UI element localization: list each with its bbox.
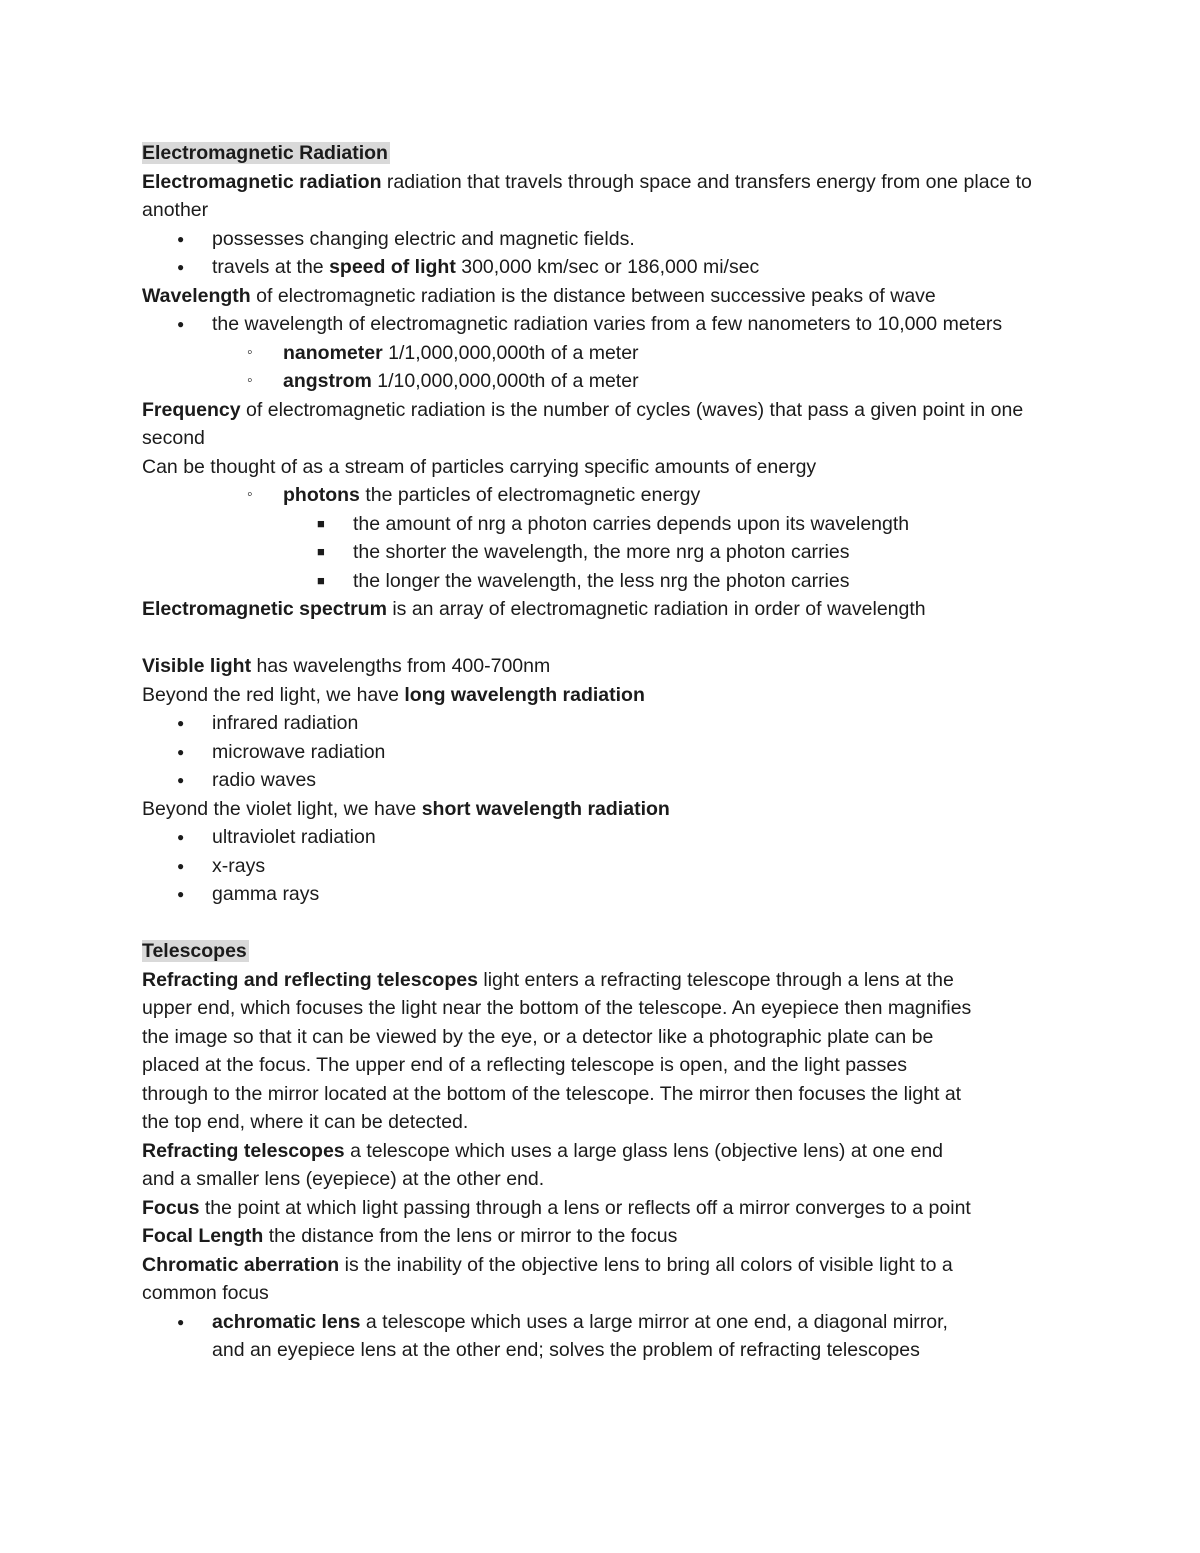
bullet-icon [177, 709, 184, 738]
paragraph-wavelength: Wavelength of electromagnetic radiation is the distance between successive peaks of wave [142, 284, 936, 307]
list-item: ● travels at the speed of light 300,000 km/sec or 186,000 mi/sec [142, 253, 1082, 282]
document-page [142, 139, 1082, 1365]
paragraph-focus: Focus the point at which light passing through a lens or reflects off a mirror converges to a point [142, 1196, 971, 1219]
list-item: ■ the amount of nrg a photon carries depends upon its wavelength [142, 510, 1082, 539]
paragraph-chromatic: Chromatic aberration is the inability of the objective lens to bring all colors of visible light to a [142, 1253, 953, 1276]
heading-text: Electromagnetic Radiation [142, 142, 388, 164]
paragraph-refracting: Refracting telescopes a telescope which uses a large glass lens (objective lens) at one end [142, 1139, 944, 1162]
bullet-icon [177, 852, 184, 881]
section-heading-telescopes [142, 937, 1082, 966]
bullet-icon [177, 738, 184, 767]
paragraph-rr-line: placed at the focus. The upper end of a reflecting telescope is open, and the light passes [142, 1054, 907, 1076]
bullet-icon [177, 823, 184, 852]
paragraph-frequency: Frequency of electromagnetic radiation is the number of cycles (waves) that pass a given point in one second [142, 398, 1024, 449]
bullet-icon [317, 567, 325, 596]
spacer [142, 909, 1082, 938]
list-item: ● possesses changing electric and magnetic fields. [142, 225, 1082, 254]
list-item: ● x-rays [142, 852, 1082, 881]
list-item: ● microwave radiation [142, 738, 1082, 767]
list-item: ◦ angstrom 1/10,000,000,000th of a meter [142, 367, 1082, 396]
paragraph-emr [142, 168, 1062, 225]
section-heading-em [142, 139, 1082, 168]
paragraph-rr-line: through to the mirror located at the bottom of the telescope. The mirror then focuses the light at [142, 1082, 962, 1105]
paragraph-rr-line: Refracting and reflecting telescopes light enters a refracting telescope through a lens at the [142, 968, 954, 991]
heading-text: Telescopes [142, 940, 247, 962]
definition: radiation that travels through space and transfers energy from one place to another [142, 170, 1032, 221]
bullet-icon [177, 310, 184, 339]
bullet-icon [247, 339, 253, 368]
spacer [142, 624, 1082, 653]
bullet-icon [177, 1308, 184, 1337]
list-item: ● radio waves [142, 766, 1082, 795]
paragraph-rr-line: the image so that it can be viewed by the eye, or a detector like a photographic plate can be [142, 1025, 934, 1048]
paragraph-violet: Beyond the violet light, we have short wavelength radiation [142, 797, 670, 820]
bullet-icon [247, 367, 253, 396]
paragraph-focal-length: Focal Length the distance from the lens or mirror to the focus [142, 1225, 678, 1247]
list-item: ● the wavelength of electromagnetic radiation varies from a few nanometers to 10,000 meters [142, 310, 1022, 339]
list-item-cont: and an eyepiece lens at the other end; solves the problem of refracting telescopes [212, 1339, 920, 1361]
paragraph-particles: Can be thought of as a stream of particles carrying specific amounts of energy [142, 455, 817, 478]
paragraph-refracting-cont: and a smaller lens (eyepiece) at the other end. [142, 1168, 545, 1190]
bullet-icon [177, 880, 184, 909]
list-item: ● ultraviolet radiation [142, 823, 1082, 852]
bullet-icon [247, 481, 253, 510]
paragraph-chromatic-cont: common focus [142, 1282, 269, 1304]
paragraph-red: Beyond the red light, we have long wavelength radiation [142, 683, 645, 706]
list-item: ● achromatic lens a telescope which uses a large mirror at one end, a diagonal mirror, [142, 1308, 1082, 1337]
bullet-icon [177, 225, 184, 254]
term: Electromagnetic radiation [142, 170, 382, 193]
bullet-icon [177, 766, 184, 795]
bullet-icon [317, 510, 325, 539]
list-item: ■ the shorter the wavelength, the more nrg a photon carries [142, 538, 1082, 567]
paragraph-rr-line: the top end, where it can be detected. [142, 1111, 469, 1133]
list-item: ● gamma rays [142, 880, 1082, 909]
paragraph-visible: Visible light has wavelengths from 400-700nm [142, 655, 551, 677]
list-item: ● infrared radiation [142, 709, 1082, 738]
paragraph-spectrum: Electromagnetic spectrum is an array of electromagnetic radiation in order of wavelength [142, 598, 926, 620]
bullet-icon [177, 253, 184, 282]
bullet-icon [317, 538, 325, 567]
list-item: ◦ nanometer 1/1,000,000,000th of a meter [142, 339, 1082, 368]
paragraph-rr-line: upper end, which focuses the light near the bottom of the telescope. An eyepiece then magnifies [142, 997, 972, 1019]
list-item: ◦ photons the particles of electromagnetic energy [142, 481, 1082, 510]
list-item: ■ the longer the wavelength, the less nrg the photon carries [142, 567, 1082, 596]
